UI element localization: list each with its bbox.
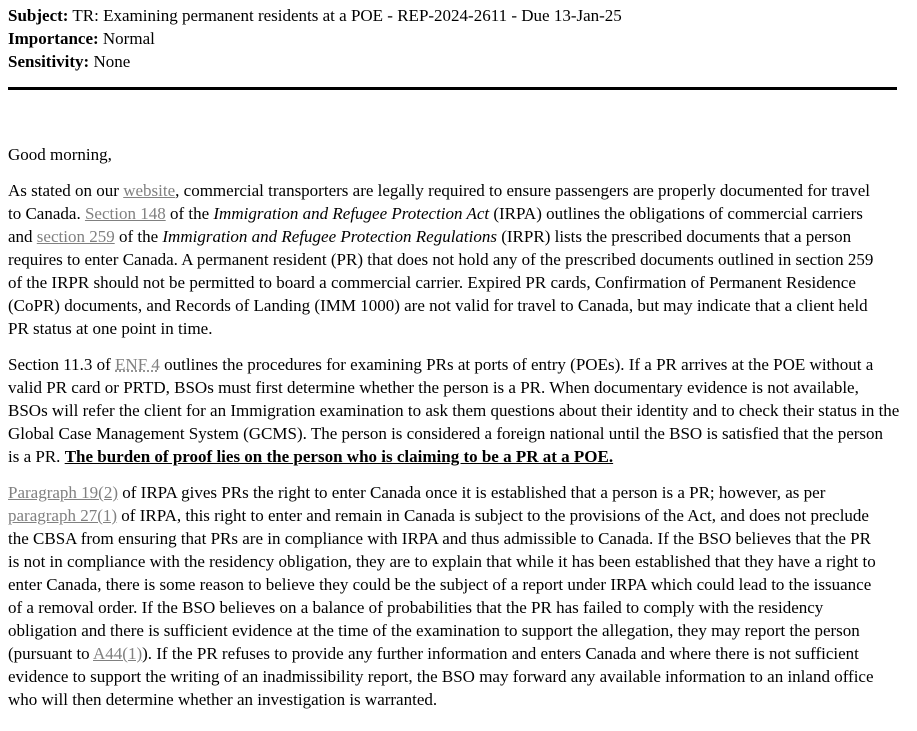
text-segment: of the [165, 204, 214, 223]
text-line [8, 317, 913, 340]
link-a44-1[interactable]: A44(1) [93, 644, 143, 663]
text-line [8, 202, 913, 225]
header-divider [8, 87, 897, 90]
text-line [8, 619, 913, 642]
greeting [8, 143, 913, 166]
text-line [8, 665, 913, 688]
text-line [8, 573, 913, 596]
text-line [8, 399, 913, 422]
text-line [8, 143, 913, 166]
text-line [8, 445, 913, 468]
link-paragraph-19-2[interactable]: Paragraph 19(2) [8, 483, 118, 502]
text-segment: (CoPR) documents, and Records of Landing (IMM 1000) are not valid for travel to Canada, but may indicate that a client held [8, 296, 868, 315]
text-segment: Section 11.3 of [8, 355, 116, 374]
text-segment: valid PR card or PRTD, BSOs must first determine whether the person is a PR. When documentary evidence is not available, [8, 378, 859, 397]
text-line [8, 422, 913, 445]
text-segment: enter Canada, there is some reason to believe they could be the subject of a report under IRPA which could lead to the issuance [8, 575, 872, 594]
text-segment: obligation and there is sufficient evidence at the time of the examination to support the allegation, they may report the person [8, 621, 860, 640]
text-segment: and [8, 227, 37, 246]
text-line [8, 248, 913, 271]
link-paragraph-27-1[interactable]: paragraph 27(1) [8, 506, 118, 525]
text-line [8, 550, 913, 573]
email-body [8, 143, 913, 724]
text-segment: is not in compliance with the residency obligation, they are to explain that while it has been established that they have a right to [8, 552, 876, 571]
text-segment: (pursuant to [8, 644, 93, 663]
text-segment: evidence to support the writing of an inadmissibility report, the BSO may forward any available information to an inland office [8, 667, 874, 686]
text-segment: Good morning, [8, 145, 112, 164]
italic-title: Immigration and Refugee Protection Act [213, 204, 490, 223]
subject-label: Subject: [8, 6, 69, 25]
text-segment: the CBSA from ensuring that PRs are in compliance with IRPA and thus admissible to Canada. If the BSO believes that the PR [8, 529, 871, 548]
text-line [8, 294, 913, 317]
sensitivity-row [8, 50, 622, 73]
text-line [8, 353, 913, 376]
importance-row [8, 27, 622, 50]
text-segment: BSOs will refer the client for an Immigration examination to ask them questions about their identity and to check their status in the [8, 401, 900, 420]
body-paragraph [8, 481, 913, 711]
text-segment: (IRPA) outlines the obligations of commercial carriers [489, 204, 863, 223]
text-line [8, 596, 913, 619]
email-header [8, 4, 622, 73]
sensitivity-value: None [93, 52, 131, 71]
text-segment: ). If the PR refuses to provide any further information and enters Canada and where there is not sufficient [142, 644, 859, 663]
importance-value: Normal [102, 29, 155, 48]
text-segment: requires to enter Canada. A permanent resident (PR) that does not hold any of the prescribed documents outlined in section 259 [8, 250, 874, 269]
text-line [8, 504, 913, 527]
text-segment: As stated on our [8, 181, 124, 200]
text-segment: of IRPA, this right to enter and remain in Canada is subject to the provisions of the Act, and does not preclude [117, 506, 869, 525]
importance-label: Importance: [8, 29, 99, 48]
link-section-259[interactable]: section 259 [36, 227, 115, 246]
text-segment: of the IRPR should not be permitted to board a commercial carrier. Expired PR cards, Confirmation of Permanent Residence [8, 273, 856, 292]
text-line [8, 225, 913, 248]
text-segment: Global Case Management System (GCMS). The person is considered a foreign national until the BSO is satisfied that the person [8, 424, 884, 443]
subject-value: TR: Examining permanent residents at a POE - REP-2024-2611 - Due 13-Jan-25 [72, 6, 622, 25]
text-line [8, 527, 913, 550]
text-segment: to Canada. [8, 204, 85, 223]
emphasis-statement: The burden of proof lies on the person who is claiming to be a PR at a POE. [64, 447, 614, 466]
subject-row [8, 4, 622, 27]
text-line [8, 179, 913, 202]
text-line [8, 481, 913, 504]
link-website[interactable]: website [123, 181, 176, 200]
text-segment: is a PR. [8, 447, 65, 466]
link-section-148[interactable]: Section 148 [84, 204, 166, 223]
text-line [8, 688, 913, 711]
text-segment: of a removal order. If the BSO believes on a balance of probabilities that the PR has failed to comply with the residency [8, 598, 824, 617]
body-paragraph [8, 353, 913, 468]
text-segment: who will then determine whether an investigation is warranted. [8, 690, 438, 709]
body-paragraph [8, 179, 913, 340]
text-segment: of IRPA gives PRs the right to enter Canada once it is established that a person is a PR; however, as per [118, 483, 826, 502]
text-segment: (IRPR) lists the prescribed documents that a person [496, 227, 852, 246]
text-segment: , commercial transporters are legally required to ensure passengers are properly documented for travel [175, 181, 870, 200]
text-segment: PR status at one point in time. [8, 319, 213, 338]
italic-title: Immigration and Refugee Protection Regulations [162, 227, 497, 246]
text-line [8, 642, 913, 665]
sensitivity-label: Sensitivity: [8, 52, 90, 71]
text-segment: of the [114, 227, 163, 246]
text-line [8, 271, 913, 294]
link-enf-4[interactable]: ENF 4 [115, 355, 160, 374]
text-line [8, 376, 913, 399]
text-segment: outlines the procedures for examining PRs at ports of entry (POEs). If a PR arrives at the POE without a [159, 355, 874, 374]
